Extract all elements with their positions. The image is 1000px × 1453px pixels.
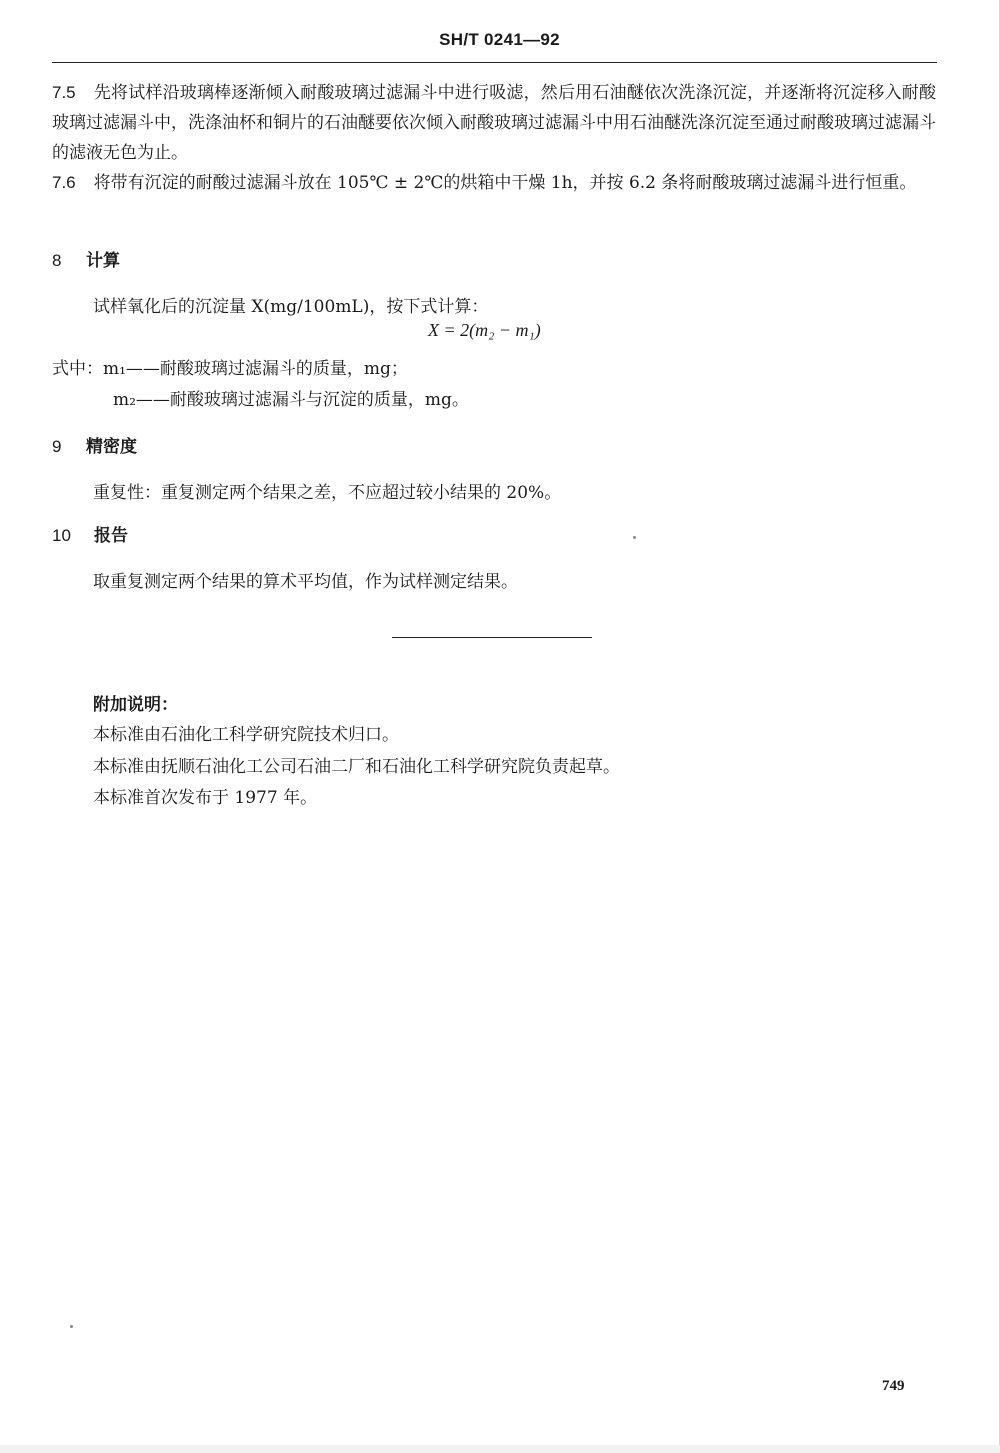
section-title: 报告 [94, 526, 128, 546]
scan-speck [633, 536, 636, 539]
formula-where-block [52, 354, 408, 379]
standard-code-header: SH/T 0241—92 [439, 30, 560, 49]
calculation-intro: 试样氧化后的沉淀量 X(mg/100mL)，按下式计算： [93, 297, 489, 317]
precision-text: 重复性：重复测定两个结果之差，不应超过较小结果的 20%。 [93, 483, 562, 503]
calculation-formula: X = 2(m₂ − m₁) [428, 320, 541, 340]
section-heading-8 [52, 246, 120, 271]
clause-text: 先将试样沿玻璃棒逐渐倾入耐酸玻璃过滤漏斗中进行吸滤，然后用石油醚依次洗涤沉淀，并逐渐将沉淀移入耐酸玻璃过滤漏斗中，洗涤油杯和铜片的石油醚要依次倾入耐酸玻璃过滤漏斗中用石油醚洗涤沉淀至通过耐酸玻璃过滤漏斗的滤液无色为止。 [52, 83, 936, 163]
notes-title: 附加说明： [93, 695, 178, 715]
clause-text: 将带有沉淀的耐酸过滤漏斗放在 105℃ ± 2℃的烘箱中干燥 1h，并按 6.2 条将耐酸玻璃过滤漏斗进行恒重。 [93, 173, 917, 193]
scan-speck [70, 1325, 73, 1328]
page-number: 749 [882, 1378, 905, 1394]
notes-line-2: 本标准由抚顺石油化工公司石油二厂和石油化工科学研究院负责起草。 [93, 757, 620, 777]
section-title: 精密度 [86, 437, 137, 457]
header-rule [52, 62, 937, 63]
section-number: 10 [52, 526, 71, 545]
section-number: 8 [52, 251, 62, 270]
section-title: 计算 [86, 251, 120, 271]
end-divider [392, 637, 592, 638]
clause-number: 7.5 [52, 83, 76, 102]
section-heading-9 [52, 432, 137, 457]
where-label: 式中： [52, 359, 103, 379]
section-number: 9 [52, 437, 62, 456]
clause-7-6 [52, 168, 936, 198]
m1-definition: m₁——耐酸玻璃过滤漏斗的质量，mg； [103, 359, 408, 379]
notes-line-1: 本标准由石油化工科学研究院技术归口。 [93, 725, 399, 745]
notes-line-3: 本标准首次发布于 1977 年。 [93, 788, 318, 808]
clause-7-5 [52, 78, 936, 168]
section-heading-10 [52, 521, 128, 546]
clause-number: 7.6 [52, 173, 76, 192]
report-text: 取重复测定两个结果的算术平均值，作为试样测定结果。 [93, 572, 518, 592]
m2-definition: m₂——耐酸玻璃过滤漏斗与沉淀的质量，mg。 [113, 390, 469, 410]
